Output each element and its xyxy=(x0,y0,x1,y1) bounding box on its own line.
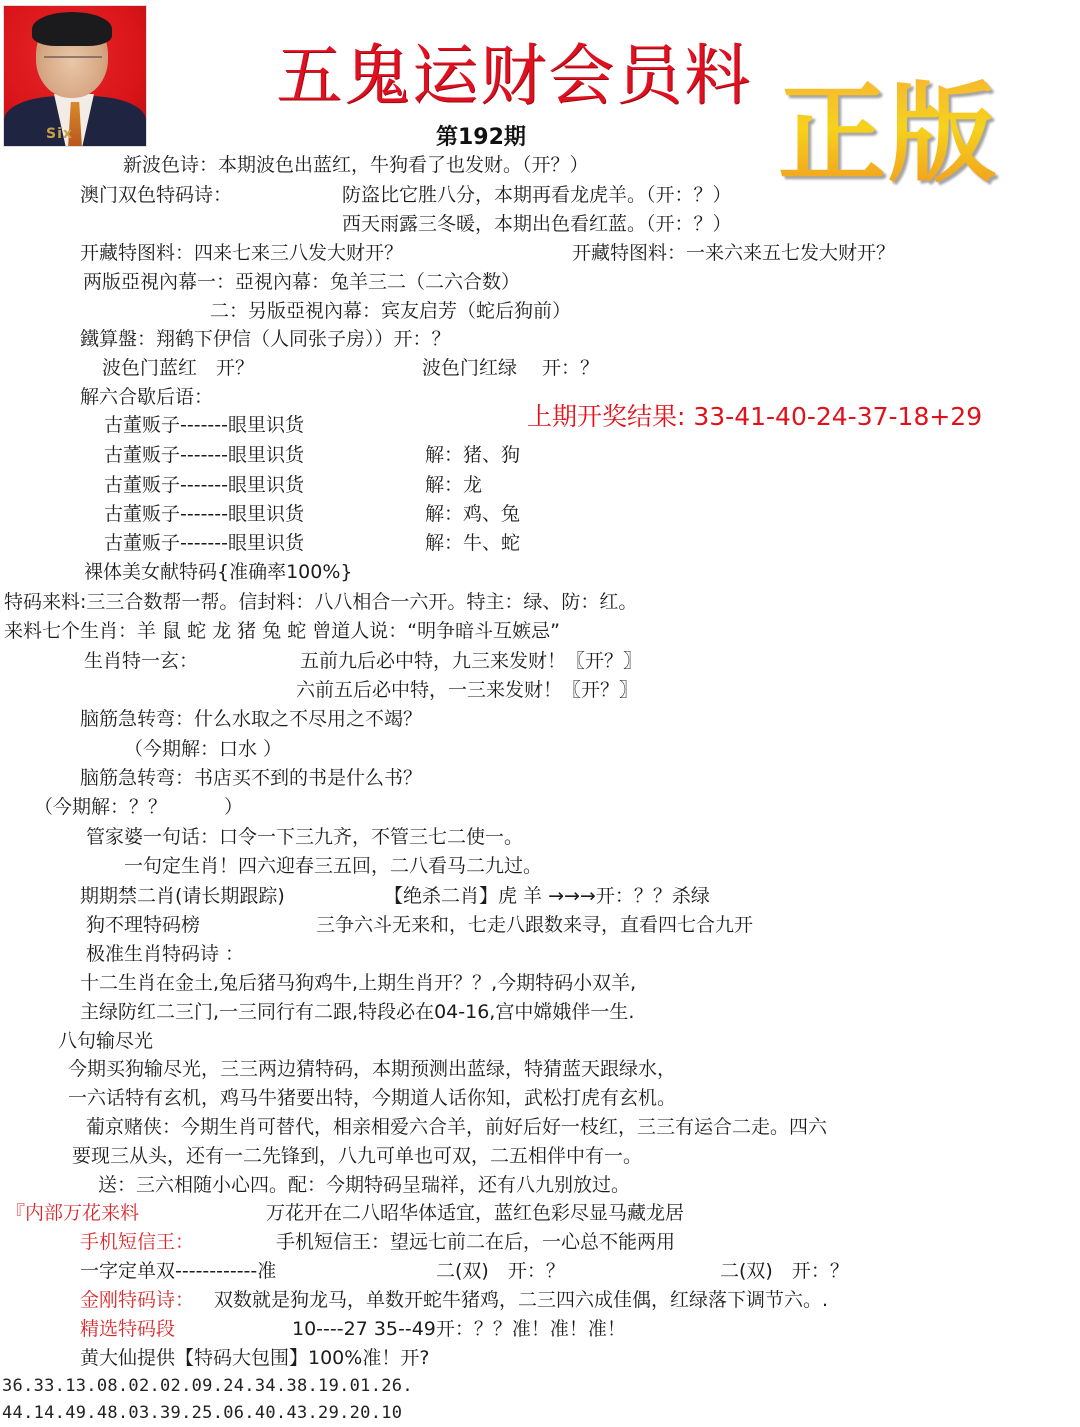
proverb-row: 古董贩子-------眼里识货 xyxy=(104,503,304,525)
inner-flowers-text: 万花开在二八昭华体适宜，蓝红色彩尽显马藏龙居 xyxy=(266,1202,685,1224)
inner-flowers-label: 『内部万花来料 xyxy=(6,1202,140,1224)
portrait-glasses xyxy=(44,56,102,68)
diamond-poem-label: 金刚特码诗： xyxy=(80,1289,195,1311)
riddle-1: 脑筋急转弯：什么水取之不尽用之不竭？ xyxy=(80,708,423,730)
eight-lines-1: 今期买狗输尽光，三三两边猜特码，本期预测出蓝绿，特猜蓝天跟绿水， xyxy=(68,1058,677,1080)
zodiac-mystery-label: 生肖特一玄： xyxy=(84,650,199,672)
odd-even-label: 一字定单双------------准 xyxy=(80,1260,277,1282)
sms-king-label: 手机短信王： xyxy=(80,1231,195,1253)
special-code-source: 特码来料:三三合数帮一帮。信封料：八八相合一六开。特主：绿、防：红。 xyxy=(4,591,638,613)
riddle-2-answer: （今期解：？？ ） xyxy=(34,796,244,818)
iron-abacus: 鐵算盤：翔鹤下伊信（人同张子房））开：？ xyxy=(80,328,451,350)
proverb-row: 古董贩子-------眼里识货 xyxy=(104,444,304,466)
one-line-zodiac: 一句定生肖！四六迎春三五回，二八看马二九过。 xyxy=(124,855,543,877)
macau-poem-line2: 西天雨露三冬暖，本期出色看红蓝。（开：？） xyxy=(342,213,732,235)
portrait-photo xyxy=(3,5,147,147)
casino-hero-2: 要现三从头，还有一二先锋到，八九可单也可双，二五相伴中有一。 xyxy=(72,1145,643,1167)
wave-red-green: 波色门红绿 开：？ xyxy=(422,357,600,379)
zodiac-mystery-line2: 六前五后必中特，一三来发财！〖开？〗 xyxy=(296,679,639,701)
casino-hero-1: 葡京赌侠：今期生肖可替代，相亲相爱六合羊，前好后好一枝红，三三有运合二走。四六 xyxy=(86,1116,828,1138)
banned-zodiac-label: 期期禁二肖(请长期跟踪) xyxy=(80,885,285,907)
atv-insider-1: 两版亞視內幕一：亞視內幕：兔羊三二（二六合数） xyxy=(83,271,521,293)
genuine-badge: 正版 xyxy=(778,71,999,197)
issue-number: 第192期 xyxy=(436,125,526,150)
atv-insider-2: 二：另版亞視內幕：宾友启芳（蛇后狗前） xyxy=(210,300,572,322)
zodiac-poem-heading: 极准生肖特码诗 ： xyxy=(86,943,245,965)
portrait-hair xyxy=(32,12,112,46)
selected-range-text: 10----27 35--49开：？？准！准！准！ xyxy=(292,1318,626,1340)
macau-poem-line1: 防盗比它胜八分，本期再看龙虎羊。（开：？） xyxy=(342,184,732,206)
last-draw-result: 上期开奖结果: 33-41-40-24-37-18+29 xyxy=(527,402,983,431)
accuracy-line: 裸体美女献特码{准确率100%} xyxy=(84,561,353,583)
seven-zodiacs: 来料七个生肖：羊 鼠 蛇 龙 猪 兔 蛇 曾道人说：“明争暗斗互嫉忌” xyxy=(4,620,560,642)
numbers-row-2: 44.14.49.48.03.39.25.06.40.43.29.20.10 xyxy=(2,1403,403,1423)
odd-even-pick-2: 二(双) 开：？ xyxy=(720,1260,849,1282)
selected-range-label: 精选特码段 xyxy=(80,1318,176,1340)
proverb-row: 古董贩子-------眼里识货 xyxy=(104,532,304,554)
wave-blue-red: 波色门蓝红 开？ xyxy=(102,357,255,379)
gift-line: 送：三六相随小心四。配：今期特码呈瑞祥，还有八九别放过。 xyxy=(98,1174,631,1196)
eight-lines-2: 一六话特有玄机，鸡马牛猪要出特，今期道人话你知，武松打虎有玄机。 xyxy=(68,1087,677,1109)
zodiac-mystery-line1: 五前九后必中特，九三来发财！〖开？〗 xyxy=(300,650,643,672)
banned-zodiac-text: 【绝杀二肖】虎 羊 →→→开：？？杀绿 xyxy=(384,885,710,907)
proverb-row: 古董贩子-------眼里识货 xyxy=(104,474,304,496)
proverb-row: 古董贩子-------眼里识货 xyxy=(104,414,304,436)
proverb-answer: 解：猪、狗 xyxy=(425,444,521,466)
sms-king-text: 手机短信王：望远七前二在后，一心总不能两用 xyxy=(276,1231,676,1253)
proverb-answer: 解：龙 xyxy=(425,474,483,496)
wave-color-poem: 新波色诗：本期波色出蓝红，牛狗看了也发财。（开？） xyxy=(123,154,589,176)
page-title: 五鬼运财会员料 xyxy=(276,37,752,114)
riddle-2: 脑筋急转弯：书店买不到的书是什么书？ xyxy=(80,767,423,789)
hidden-chart-right: 开藏特图料：一来六来五七发大财开？ xyxy=(572,242,896,264)
odd-even-pick-1: 二(双) 开：？ xyxy=(436,1260,565,1282)
photo-watermark: Six xyxy=(46,126,73,142)
proverb-answer: 解：牛、蛇 xyxy=(425,532,521,554)
hidden-chart-left: 开藏特图料：四来七来三八发大财开？ xyxy=(80,242,404,264)
proverb-heading: 解六合歇后语： xyxy=(80,386,214,408)
riddle-1-answer: （今期解：口水 ） xyxy=(124,738,283,760)
housekeeper-saying: 管家婆一句话：口令一下三九齐，不管三七二使一。 xyxy=(86,826,524,848)
diamond-poem-text: 双数就是狗龙马，单数开蛇牛猪鸡，二三四六成佳偶，红绿落下调节六。. xyxy=(214,1289,829,1311)
big-surround-line: 黄大仙提供【特码大包围】100%准！开? xyxy=(80,1347,430,1369)
zodiac-poem-line1: 十二生肖在金土,兔后猪马狗鸡牛,上期生肖开？？,今期特码小双羊, xyxy=(80,972,637,994)
proverb-answer: 解：鸡、兔 xyxy=(425,503,521,525)
dog-chart-text: 三争六斗无来和，七走八跟数来寻，直看四七合九开 xyxy=(316,914,754,936)
numbers-row-1: 36.33.13.08.02.02.09.24.34.38.19.01.26. xyxy=(2,1376,413,1396)
macau-poem-label: 澳门双色特码诗： xyxy=(80,184,233,206)
eight-lines-heading: 八句输尽光 xyxy=(58,1030,154,1052)
zodiac-poem-line2: 主绿防红二三门,一三同行有二跟,特段必在04-16,宫中嫦娥伴一生. xyxy=(80,1001,635,1023)
dog-chart-label: 狗不理特码榜 xyxy=(86,914,201,936)
